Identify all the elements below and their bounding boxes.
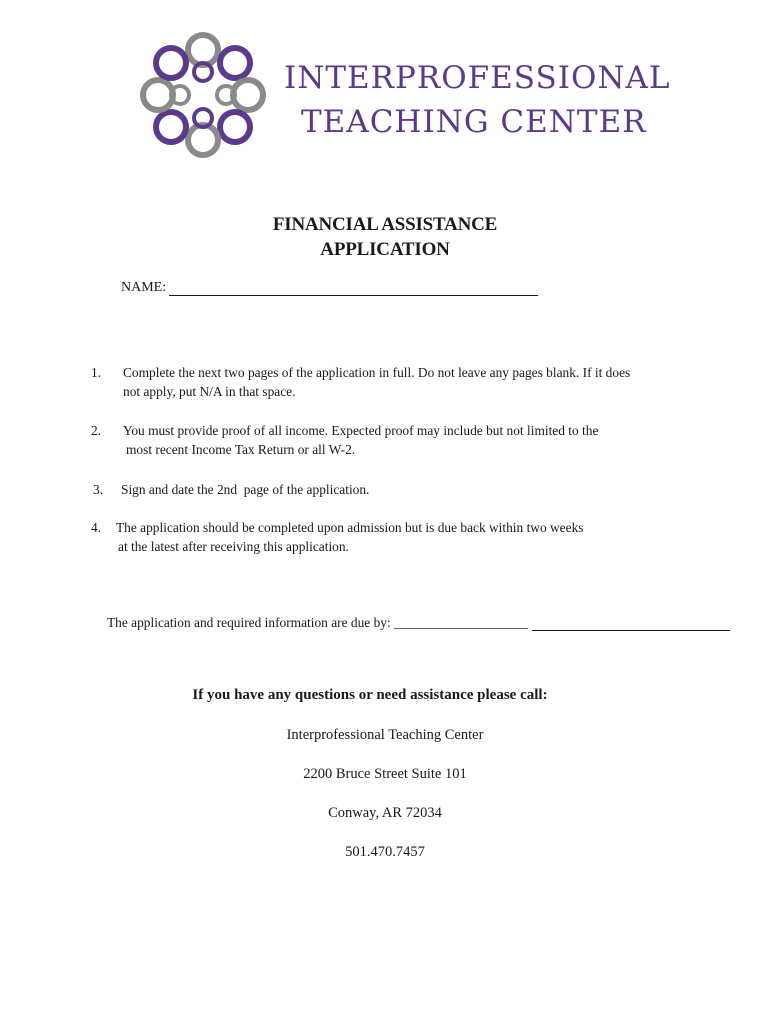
- instruction-number: 1.: [91, 365, 102, 380]
- name-label: NAME:: [121, 280, 167, 295]
- instruction-text-line: at the latest after receiving this application.: [118, 539, 349, 554]
- due-date-label: The application and required information are due by: ____________________: [107, 615, 528, 630]
- contact-organization: Interprofessional Teaching Center: [286, 727, 484, 743]
- contact-phone: 501.470.7457: [345, 844, 425, 860]
- logo-line-1: INTERPROFESSIONAL: [284, 60, 671, 96]
- instruction-text-line: The application should be completed upon admission but is due back within two weeks: [116, 520, 584, 535]
- instruction-text-line: Sign and date the 2nd page of the application.: [121, 482, 370, 497]
- name-field: [121, 280, 538, 296]
- name-blank-line[interactable]: [169, 281, 538, 296]
- logo-line-2: TEACHING CENTER: [301, 104, 647, 140]
- instruction-number: 2.: [91, 423, 102, 438]
- instruction-text-line: most recent Income Tax Return or all W-2.: [126, 442, 356, 457]
- document-title-line-2: APPLICATION: [320, 239, 450, 260]
- instruction-number: 3.: [93, 482, 104, 497]
- instruction-text-line: not apply, put N/A in that space.: [123, 384, 296, 399]
- instruction-number: 4.: [91, 520, 102, 535]
- contact-city: Conway, AR 72034: [328, 805, 442, 821]
- due-date-blank-line[interactable]: [532, 618, 730, 631]
- instruction-text-line: You must provide proof of all income. Expected proof may include but not limited to the: [123, 423, 599, 438]
- contact-heading: If you have any questions or need assistance please call:: [192, 687, 548, 703]
- document-title-line-1: FINANCIAL ASSISTANCE: [272, 214, 498, 235]
- instruction-text-line: Complete the next two pages of the application in full. Do not leave any pages blank. If it does: [123, 365, 631, 380]
- contact-address: 2200 Bruce Street Suite 101: [303, 766, 467, 782]
- interlocking-rings-logo-icon: [140, 32, 266, 158]
- due-date-field: [107, 615, 730, 631]
- logo-wordmark: [284, 56, 670, 144]
